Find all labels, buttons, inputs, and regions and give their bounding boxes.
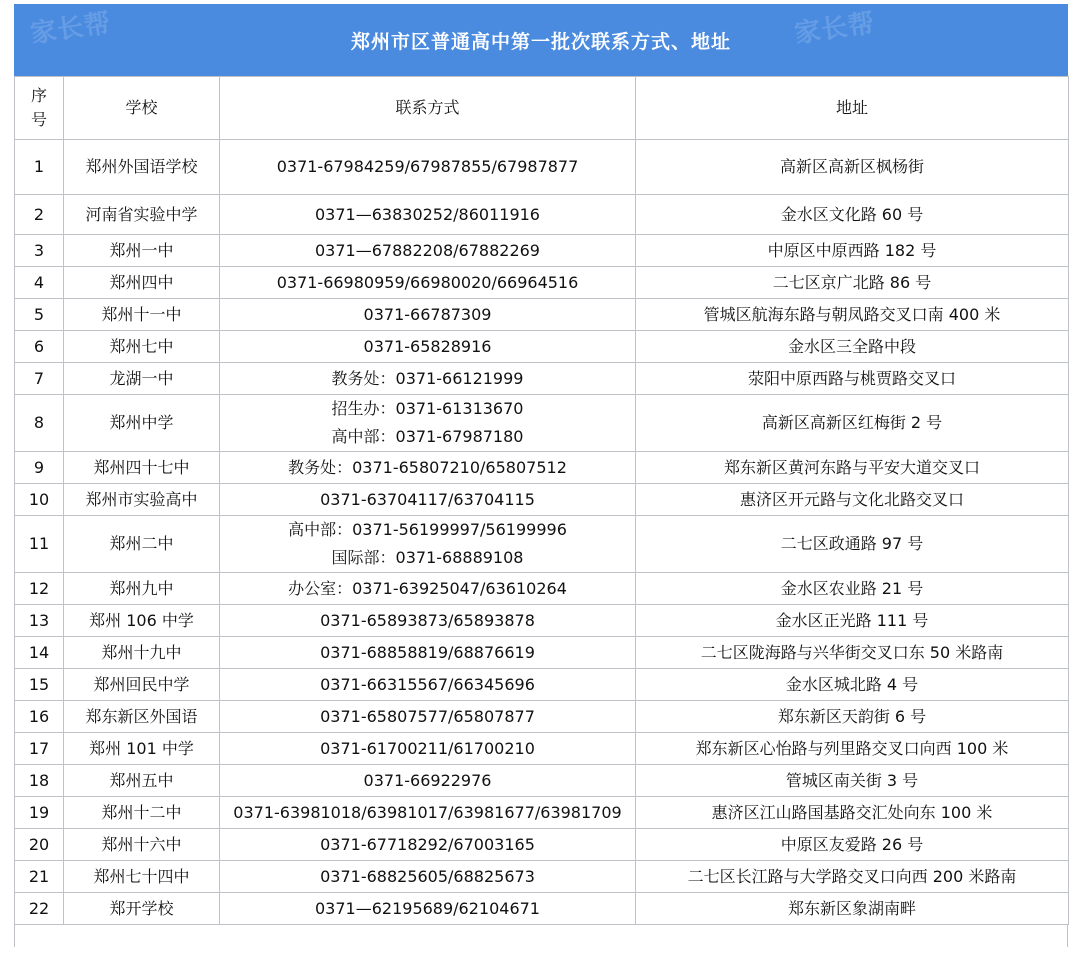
cell-seq: 21 — [15, 861, 64, 893]
cell-school: 郑州七十四中 — [64, 861, 220, 893]
cell-seq: 17 — [15, 733, 64, 765]
cell-contact — [220, 140, 636, 195]
table-row — [15, 452, 1069, 484]
contact-line: 教务处：0371-65807210/65807512 — [288, 457, 567, 477]
header-seq: 序 号 — [15, 77, 64, 140]
table-row — [15, 331, 1069, 363]
cell-contact — [220, 765, 636, 797]
header-address: 地址 — [636, 77, 1069, 140]
table-row — [15, 829, 1069, 861]
cell-seq: 14 — [15, 637, 64, 669]
school-contact-table — [14, 76, 1069, 925]
cell-contact — [220, 669, 636, 701]
contact-line: 0371-61700211/61700210 — [320, 738, 535, 758]
cell-seq: 8 — [15, 395, 64, 452]
contact-line: 0371—63830252/86011916 — [315, 204, 540, 224]
cell-contact — [220, 573, 636, 605]
cell-school: 郑州四中 — [64, 267, 220, 299]
cell-school: 郑州中学 — [64, 395, 220, 452]
cell-seq: 22 — [15, 893, 64, 925]
document-sheet — [14, 4, 1068, 947]
cell-seq: 10 — [15, 484, 64, 516]
cell-seq: 2 — [15, 195, 64, 235]
contact-line: 0371-65807577/65807877 — [320, 706, 535, 726]
cell-contact — [220, 861, 636, 893]
cell-school: 郑州七中 — [64, 331, 220, 363]
table-row — [15, 765, 1069, 797]
table-row — [15, 797, 1069, 829]
cell-address: 二七区京广北路 86 号 — [636, 267, 1069, 299]
cell-seq: 5 — [15, 299, 64, 331]
table-row — [15, 299, 1069, 331]
cell-school: 郑州十一中 — [64, 299, 220, 331]
table-row — [15, 484, 1069, 516]
table-body — [15, 140, 1069, 925]
cell-address: 二七区政通路 97 号 — [636, 516, 1069, 573]
cell-contact — [220, 893, 636, 925]
table-row — [15, 733, 1069, 765]
cell-address: 惠济区开元路与文化北路交叉口 — [636, 484, 1069, 516]
cell-contact — [220, 331, 636, 363]
contact-line: 高中部：0371-56199997/56199996 — [288, 520, 567, 539]
cell-address: 金水区正光路 111 号 — [636, 605, 1069, 637]
cell-school: 郑州五中 — [64, 765, 220, 797]
cell-seq: 19 — [15, 797, 64, 829]
table-header-row — [15, 77, 1069, 140]
cell-school: 郑东新区外国语 — [64, 701, 220, 733]
cell-contact — [220, 267, 636, 299]
cell-school: 郑州 106 中学 — [64, 605, 220, 637]
cell-contact — [220, 452, 636, 484]
table-row — [15, 861, 1069, 893]
contact-line: 0371-66787309 — [363, 304, 492, 324]
cell-school: 龙湖一中 — [64, 363, 220, 395]
cell-address: 中原区友爱路 26 号 — [636, 829, 1069, 861]
cell-seq: 4 — [15, 267, 64, 299]
table-row — [15, 267, 1069, 299]
cell-school: 郑州一中 — [64, 235, 220, 267]
contact-line: 0371—62195689/62104671 — [315, 898, 540, 918]
cell-address: 郑东新区象湖南畔 — [636, 893, 1069, 925]
cell-seq: 18 — [15, 765, 64, 797]
cell-address: 高新区高新区红梅街 2 号 — [636, 395, 1069, 452]
cell-school: 河南省实验中学 — [64, 195, 220, 235]
table-row — [15, 669, 1069, 701]
table-row — [15, 573, 1069, 605]
table-row — [15, 893, 1069, 925]
cell-school: 郑州十二中 — [64, 797, 220, 829]
cell-seq: 16 — [15, 701, 64, 733]
table-row — [15, 516, 1069, 573]
cell-address: 中原区中原西路 182 号 — [636, 235, 1069, 267]
contact-line: 0371-65828916 — [363, 336, 492, 356]
cell-seq: 3 — [15, 235, 64, 267]
contact-line: 0371-66980959/66980020/66964516 — [276, 272, 579, 292]
cell-seq: 1 — [15, 140, 64, 195]
cell-address: 郑东新区天韵街 6 号 — [636, 701, 1069, 733]
table-row — [15, 395, 1069, 452]
table-row — [15, 235, 1069, 267]
cell-contact — [220, 637, 636, 669]
cell-school: 郑州回民中学 — [64, 669, 220, 701]
contact-line: 0371-65893873/65893878 — [320, 610, 535, 630]
contact-line: 办公室：0371-63925047/63610264 — [288, 578, 567, 598]
contact-line: 0371—67882208/67882269 — [315, 240, 540, 260]
table-row — [15, 195, 1069, 235]
watermark: 家长帮 — [28, 8, 114, 50]
contact-line: 高中部：0371-67987180 — [331, 427, 524, 446]
cell-school: 郑州二中 — [64, 516, 220, 573]
cell-school: 郑州九中 — [64, 573, 220, 605]
title-banner — [14, 4, 1068, 76]
cell-address: 惠济区江山路国基路交汇处向东 100 米 — [636, 797, 1069, 829]
cell-contact — [220, 829, 636, 861]
cell-address: 金水区城北路 4 号 — [636, 669, 1069, 701]
cell-contact — [220, 299, 636, 331]
cell-contact — [220, 235, 636, 267]
cell-contact — [220, 605, 636, 637]
cell-address: 郑东新区黄河东路与平安大道交叉口 — [636, 452, 1069, 484]
cell-seq: 15 — [15, 669, 64, 701]
cell-address: 荥阳中原西路与桃贾路交叉口 — [636, 363, 1069, 395]
watermark: 家长帮 — [792, 8, 878, 50]
table-row — [15, 140, 1069, 195]
contact-line: 0371-68825605/68825673 — [320, 866, 535, 886]
cell-school: 郑开学校 — [64, 893, 220, 925]
table-row — [15, 605, 1069, 637]
header-school: 学校 — [64, 77, 220, 140]
cell-contact — [220, 797, 636, 829]
table-row — [15, 701, 1069, 733]
page-title: 郑州市区普通高中第一批次联系方式、地址 — [350, 30, 731, 53]
table-row — [15, 363, 1069, 395]
cell-address: 金水区文化路 60 号 — [636, 195, 1069, 235]
contact-line: 国际部：0371-68889108 — [331, 548, 524, 567]
cell-address: 二七区陇海路与兴华街交叉口东 50 米路南 — [636, 637, 1069, 669]
cell-school: 郑州十九中 — [64, 637, 220, 669]
cell-address: 高新区高新区枫杨街 — [636, 140, 1069, 195]
cell-school: 郑州十六中 — [64, 829, 220, 861]
cell-seq: 11 — [15, 516, 64, 573]
cell-contact — [220, 395, 636, 452]
contact-line: 0371-67984259/67987855/67987877 — [276, 157, 579, 176]
contact-line: 0371-66315567/66345696 — [320, 674, 535, 694]
cell-contact — [220, 195, 636, 235]
cell-school: 郑州 101 中学 — [64, 733, 220, 765]
table-continuation — [14, 925, 1068, 947]
cell-school: 郑州外国语学校 — [64, 140, 220, 195]
cell-seq: 9 — [15, 452, 64, 484]
cell-address: 郑东新区心怡路与列里路交叉口向西 100 米 — [636, 733, 1069, 765]
cell-seq: 7 — [15, 363, 64, 395]
cell-contact — [220, 701, 636, 733]
cell-contact — [220, 363, 636, 395]
header-contact: 联系方式 — [220, 77, 636, 140]
cell-address: 二七区长江路与大学路交叉口向西 200 米路南 — [636, 861, 1069, 893]
contact-line: 0371-63981018/63981017/63981677/63981709 — [233, 802, 622, 822]
cell-contact — [220, 484, 636, 516]
table-row — [15, 637, 1069, 669]
contact-line: 0371-68858819/68876619 — [320, 642, 535, 662]
cell-school: 郑州四十七中 — [64, 452, 220, 484]
contact-line: 教务处：0371-66121999 — [331, 368, 524, 388]
cell-address: 金水区三全路中段 — [636, 331, 1069, 363]
cell-seq: 12 — [15, 573, 64, 605]
contact-line: 0371-67718292/67003165 — [320, 834, 535, 854]
cell-address: 金水区农业路 21 号 — [636, 573, 1069, 605]
cell-seq: 13 — [15, 605, 64, 637]
cell-seq: 6 — [15, 331, 64, 363]
contact-line: 0371-66922976 — [363, 770, 492, 790]
cell-contact — [220, 516, 636, 573]
cell-address: 管城区航海东路与朝凤路交叉口南 400 米 — [636, 299, 1069, 331]
cell-seq: 20 — [15, 829, 64, 861]
cell-contact — [220, 733, 636, 765]
cell-address: 管城区南关街 3 号 — [636, 765, 1069, 797]
contact-line: 招生办：0371-61313670 — [331, 399, 524, 418]
cell-school: 郑州市实验高中 — [64, 484, 220, 516]
contact-line: 0371-63704117/63704115 — [320, 489, 535, 509]
